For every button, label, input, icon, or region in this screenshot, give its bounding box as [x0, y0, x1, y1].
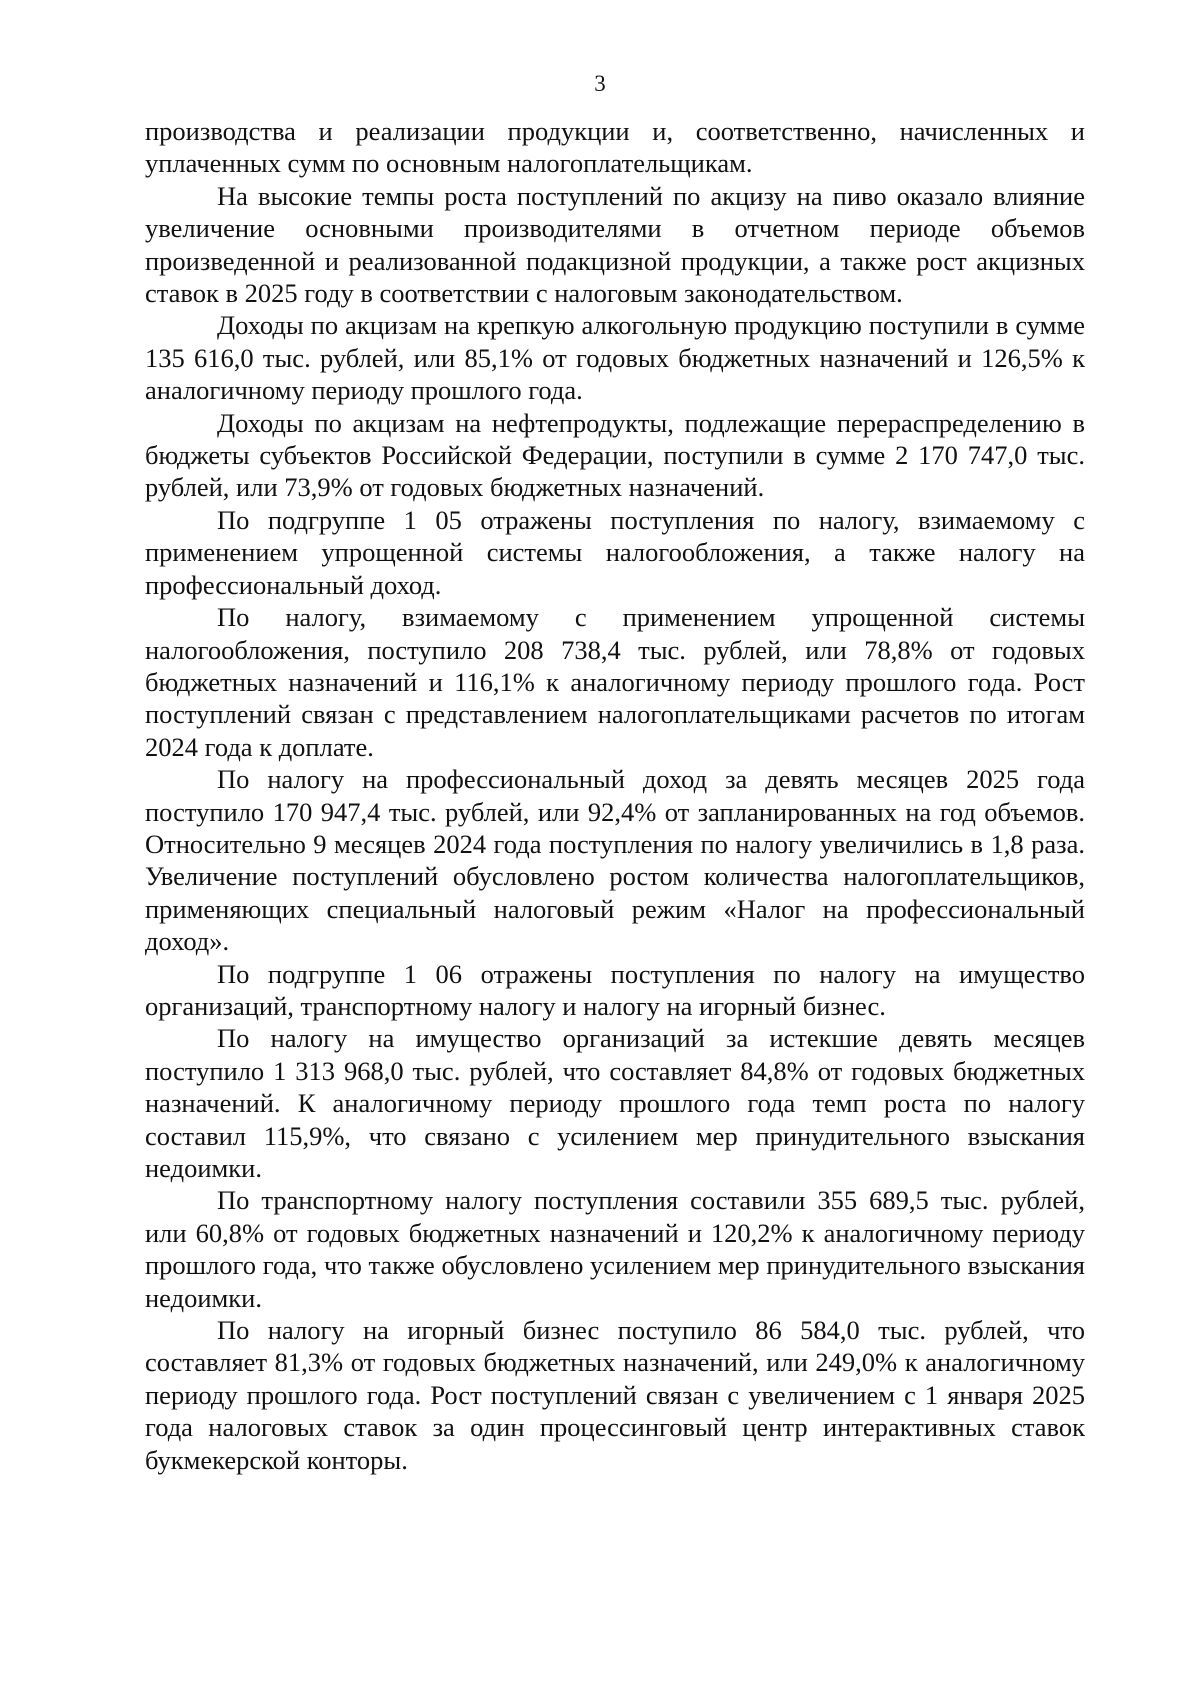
paragraph-oil-products-excise: Доходы по акцизам на нефтепродукты, подлежащие перераспределению в бюджеты субъектов Российской Федерации, поступили в сумме 2 170 747,0 тыс. рублей, или 73,9% от годовых бюджетных назначений. — [145, 407, 1085, 503]
paragraph-simplified-tax: По налогу, взимаемому с применением упрощенной системы налогообложения, поступило 208 738,4 тыс. рублей, или 78,8% от годовых бюджетных назначений и 116,1% к аналогичному периоду прошлого года. Рост поступлений связан с представлением налогоплательщиками расчетов по итогам 2024 года к доплате. — [145, 602, 1085, 762]
paragraph-strong-alcohol-excise: Доходы по акцизам на крепкую алкогольную продукцию поступили в сумме 135 616,0 тыс. рублей, или 85,1% от годовых бюджетных назначений и 126,5% к аналогичному периоду прошлого года. — [145, 310, 1085, 406]
paragraph-continuation: производства и реализации продукции и, соответственно, начисленных и уплаченных сумм по основным налогоплательщикам. — [145, 116, 1085, 179]
paragraph-beer-excise: На высокие темпы роста поступлений по акцизу на пиво оказало влияние увеличение основными производителями в отчетном периоде объемов произведенной и реализованной подакцизной продукции, а также рост акцизных ставок в 2025 году в соответствии с налоговым законодательством. — [145, 180, 1085, 309]
paragraph-subgroup-1-06: По подгруппе 1 06 отражены поступления по налогу на имущество организаций, транспортному налогу и налогу на игорный бизнес. — [145, 958, 1085, 1021]
paragraph-professional-income-tax: По налогу на профессиональный доход за девять месяцев 2025 года поступило 170 947,4 тыс. рублей, или 92,4% от запланированных на год объемов. Относительно 9 месяцев 2024 года поступления по налогу увеличились в 1,8 раза. Увеличение поступлений обусловлено ростом количества налогоплательщиков, применяющих специальный налоговый режим «Налог на профессиональный доход». — [145, 764, 1085, 957]
paragraph-subgroup-1-05: По подгруппе 1 05 отражены поступления по налогу, взимаемому с применением упрощенной системы налогообложения, а также налогу на профессиональный доход. — [145, 504, 1085, 600]
paragraph-gambling-tax: По налогу на игорный бизнес поступило 86 584,0 тыс. рублей, что составляет 81,3% от годовых бюджетных назначений, или 249,0% к аналогичному периоду прошлого года. Рост поступлений связан с увеличением с 1 января 2025 года налоговых ставок за один процессинговый центр интерактивных ставок букмекерской конторы. — [145, 1315, 1085, 1475]
paragraph-property-tax: По налогу на имущество организаций за истекшие девять месяцев поступило 1 313 968,0 тыс. рублей, что составляет 84,8% от годовых бюджетных назначений. К аналогичному периоду прошлого года темп роста по налогу составил 115,9%, что связано с усилением мер принудительного взыскания недоимки. — [145, 1023, 1085, 1183]
paragraph-transport-tax: По транспортному налогу поступления составили 355 689,5 тыс. рублей, или 60,8% от годовых бюджетных назначений и 120,2% к аналогичному периоду прошлого года, что также обусловлено усилением мер принудительного взыскания недоимки. — [145, 1185, 1085, 1313]
page-number: 3 — [594, 71, 606, 96]
document-body — [145, 115, 1085, 1476]
